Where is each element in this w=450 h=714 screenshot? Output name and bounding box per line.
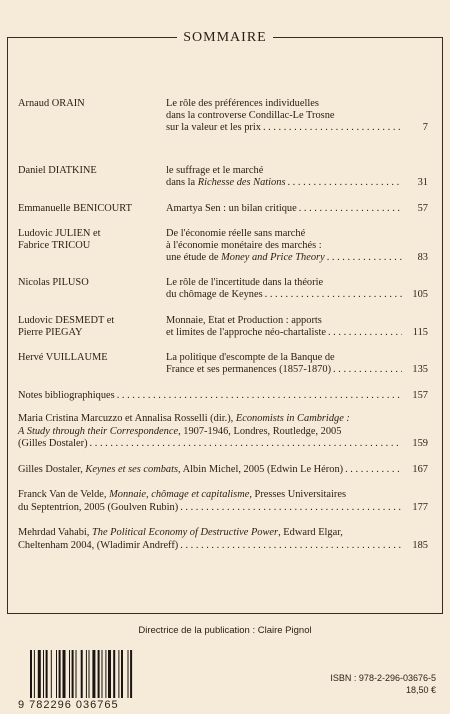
leader-dots [328,327,402,339]
review-text: , Presses Universitaires [249,489,347,500]
entry-page: 7 [422,122,428,133]
leader-dots [265,289,402,301]
review-title: Keynes et ses combats [85,464,179,475]
entry-page: 185 [412,539,428,551]
leader-dots [345,464,402,477]
review-text: , 1907-1946, Londres, Routledge, 2005 [178,425,342,437]
entry-page: 157 [412,390,428,401]
page-title: SOMMAIRE [177,30,272,46]
entry-title-line: Le rôle des préférences individuelles [166,98,319,109]
entry-page: 167 [412,464,428,475]
entry-page: 57 [417,203,428,214]
entry-author: Emmanuelle BENICOURT [18,203,132,214]
leader-dots [299,203,402,215]
entry-author: Hervé VUILLAUME [18,352,108,363]
review-text: , Albin Michel, 2005 (Edwin Le Héron) [178,464,344,475]
leader-dots [287,177,402,189]
review-text: du Septentrion, 2005 (Goulven Rubin) [18,501,179,513]
barcode-number: 9 782296 036765 [18,699,119,711]
entry-author: Ludovic JULIEN et [18,228,101,239]
entry-title-line: dans la controverse Condillac-Le Trosne [166,110,335,121]
leader-dots [180,502,402,515]
review-text: Gilles Dostaler, [18,464,86,475]
entry-title-line: et limites de l'approche néo-chartaliste [166,327,326,338]
entry-title-line: De l'économie réelle sans marché [166,228,306,239]
review-title: Economists in Cambridge : [235,413,350,424]
entry-title-line: Amartya Sen : un bilan critique [166,203,297,214]
entry-title-italic: Richesse des Nations [197,177,286,188]
entry-page: 115 [412,327,428,338]
isbn: ISBN : 978-2-296-03676-5 [330,673,436,683]
leader-dots [327,252,402,264]
price: 18,50 € [405,685,436,695]
entry-page: 83 [417,252,428,263]
leader-dots [90,438,402,451]
entry-title-line: une étude de [166,252,222,263]
entry-title-line: France et ses permanences (1857-1870) [166,364,332,375]
entry-title-line: du chômage de Keynes [166,289,263,300]
entry-page: 105 [412,289,428,300]
entry-title-line: La politique d'escompte de la Banque de [166,352,335,363]
entry-page: 135 [412,364,428,375]
leader-dots [117,390,402,403]
notes-label: Notes bibliographiques [18,390,115,401]
barcode-graphic [30,650,160,698]
entry-title-line: Le rôle de l'incertitude dans la théorie [166,277,324,288]
review-text: Cheltenham 2004, (Wladimir Andreff) [18,539,179,551]
entry-title-line: dans la [166,177,198,188]
entry-page: 159 [412,438,428,449]
review-entry [18,489,428,514]
leader-dots [263,122,402,134]
entry-title-italic: Money and Price Theory [221,252,325,263]
review-title: The Political Economy of Destructive Power [91,527,279,538]
review-entry [18,464,428,477]
leader-dots [180,540,402,553]
review-title: Monnaie, chômage et capitalisme [109,489,250,500]
review-title: A Study through their Correspondence [18,425,179,437]
entry-author: Arnaud ORAIN [18,98,85,109]
notes-entry [18,390,428,403]
review-text: (Gilles Dostaler) [18,438,88,449]
entry-page: 31 [417,177,428,188]
entry-title-line: à l'économie monétaire des marchés : [166,240,322,251]
review-text: Franck Van de Velde, [18,489,110,500]
review-text: , Edward Elgar, [278,527,343,538]
review-entry [18,527,428,552]
entry-title-line: le suffrage et le marché [166,165,264,176]
entry-author: Ludovic DESMEDT et [18,315,115,326]
leader-dots [333,364,402,376]
review-entry [18,413,428,451]
entry-author: Fabrice TRICOU [18,240,91,251]
entry-title-line: Monnaie, État et Production : apports [166,315,322,326]
entry-author: Pierre PIEGAY [18,327,83,338]
entry-title-line: sur la valeur et les prix [166,122,261,133]
entry-author: Nicolas PILUSO [18,277,89,288]
entry-page: 177 [412,501,428,513]
entry-author: Daniel DIATKINE [18,165,97,176]
publication-director: Directrice de la publication : Claire Pignol [138,625,312,636]
review-text: Maria Cristina Marcuzzo et Annalisa Rosselli (dir.), [18,413,236,424]
review-text: Mehrdad Vahabi, [18,527,92,538]
